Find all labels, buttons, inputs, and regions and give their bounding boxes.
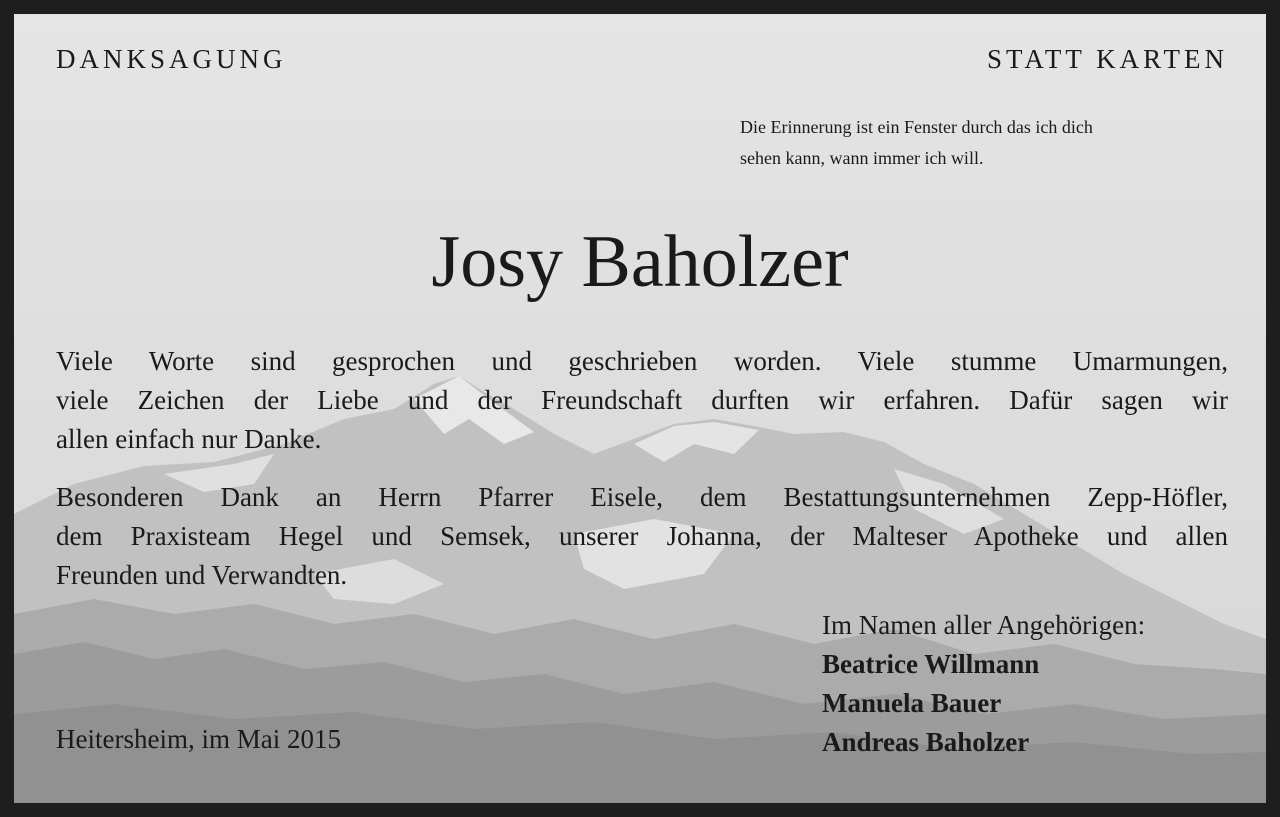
signatory-name: Manuela Bauer: [822, 688, 1002, 718]
special-thanks-paragraph: [56, 478, 1228, 595]
paragraph-line: Besonderen Dank an Herrn Pfarrer Eisele, dem Bestattungsunternehmen Zepp-Höfler,: [56, 482, 1228, 512]
header-danksagung: DANKSAGUNG: [56, 44, 287, 74]
paragraph-line: allen einfach nur Danke.: [56, 424, 322, 454]
signatory-name: Beatrice Willmann: [822, 649, 1040, 679]
signature-intro: Im Namen aller Angehörigen:: [822, 610, 1146, 640]
paragraph-line: viele Zeichen der Liebe und der Freundschaft durften wir erfahren. Dafür sagen wir: [56, 385, 1228, 415]
header-statt-karten: STATT KARTEN: [987, 44, 1228, 74]
place-date: Heitersheim, im Mai 2015: [56, 724, 341, 754]
paragraph-line: Freunden und Verwandten.: [56, 560, 348, 590]
paragraph-line: dem Praxisteam Hegel und Semsek, unserer Johanna, der Malteser Apotheke und allen: [56, 521, 1228, 551]
paragraph-line: Viele Worte sind gesprochen und geschrieben worden. Viele stumme Umarmungen,: [56, 346, 1228, 376]
quote-line: sehen kann, wann immer ich will.: [740, 148, 984, 168]
obituary-card: [14, 14, 1266, 803]
signature-block: [822, 606, 1145, 762]
quote: [740, 112, 1240, 174]
thanks-paragraph: [56, 342, 1228, 459]
signatory-name: Andreas Baholzer: [822, 727, 1030, 757]
deceased-name: Josy Baholzer: [431, 221, 849, 303]
quote-line: Die Erinnerung ist ein Fenster durch das ich dich: [740, 117, 1093, 137]
